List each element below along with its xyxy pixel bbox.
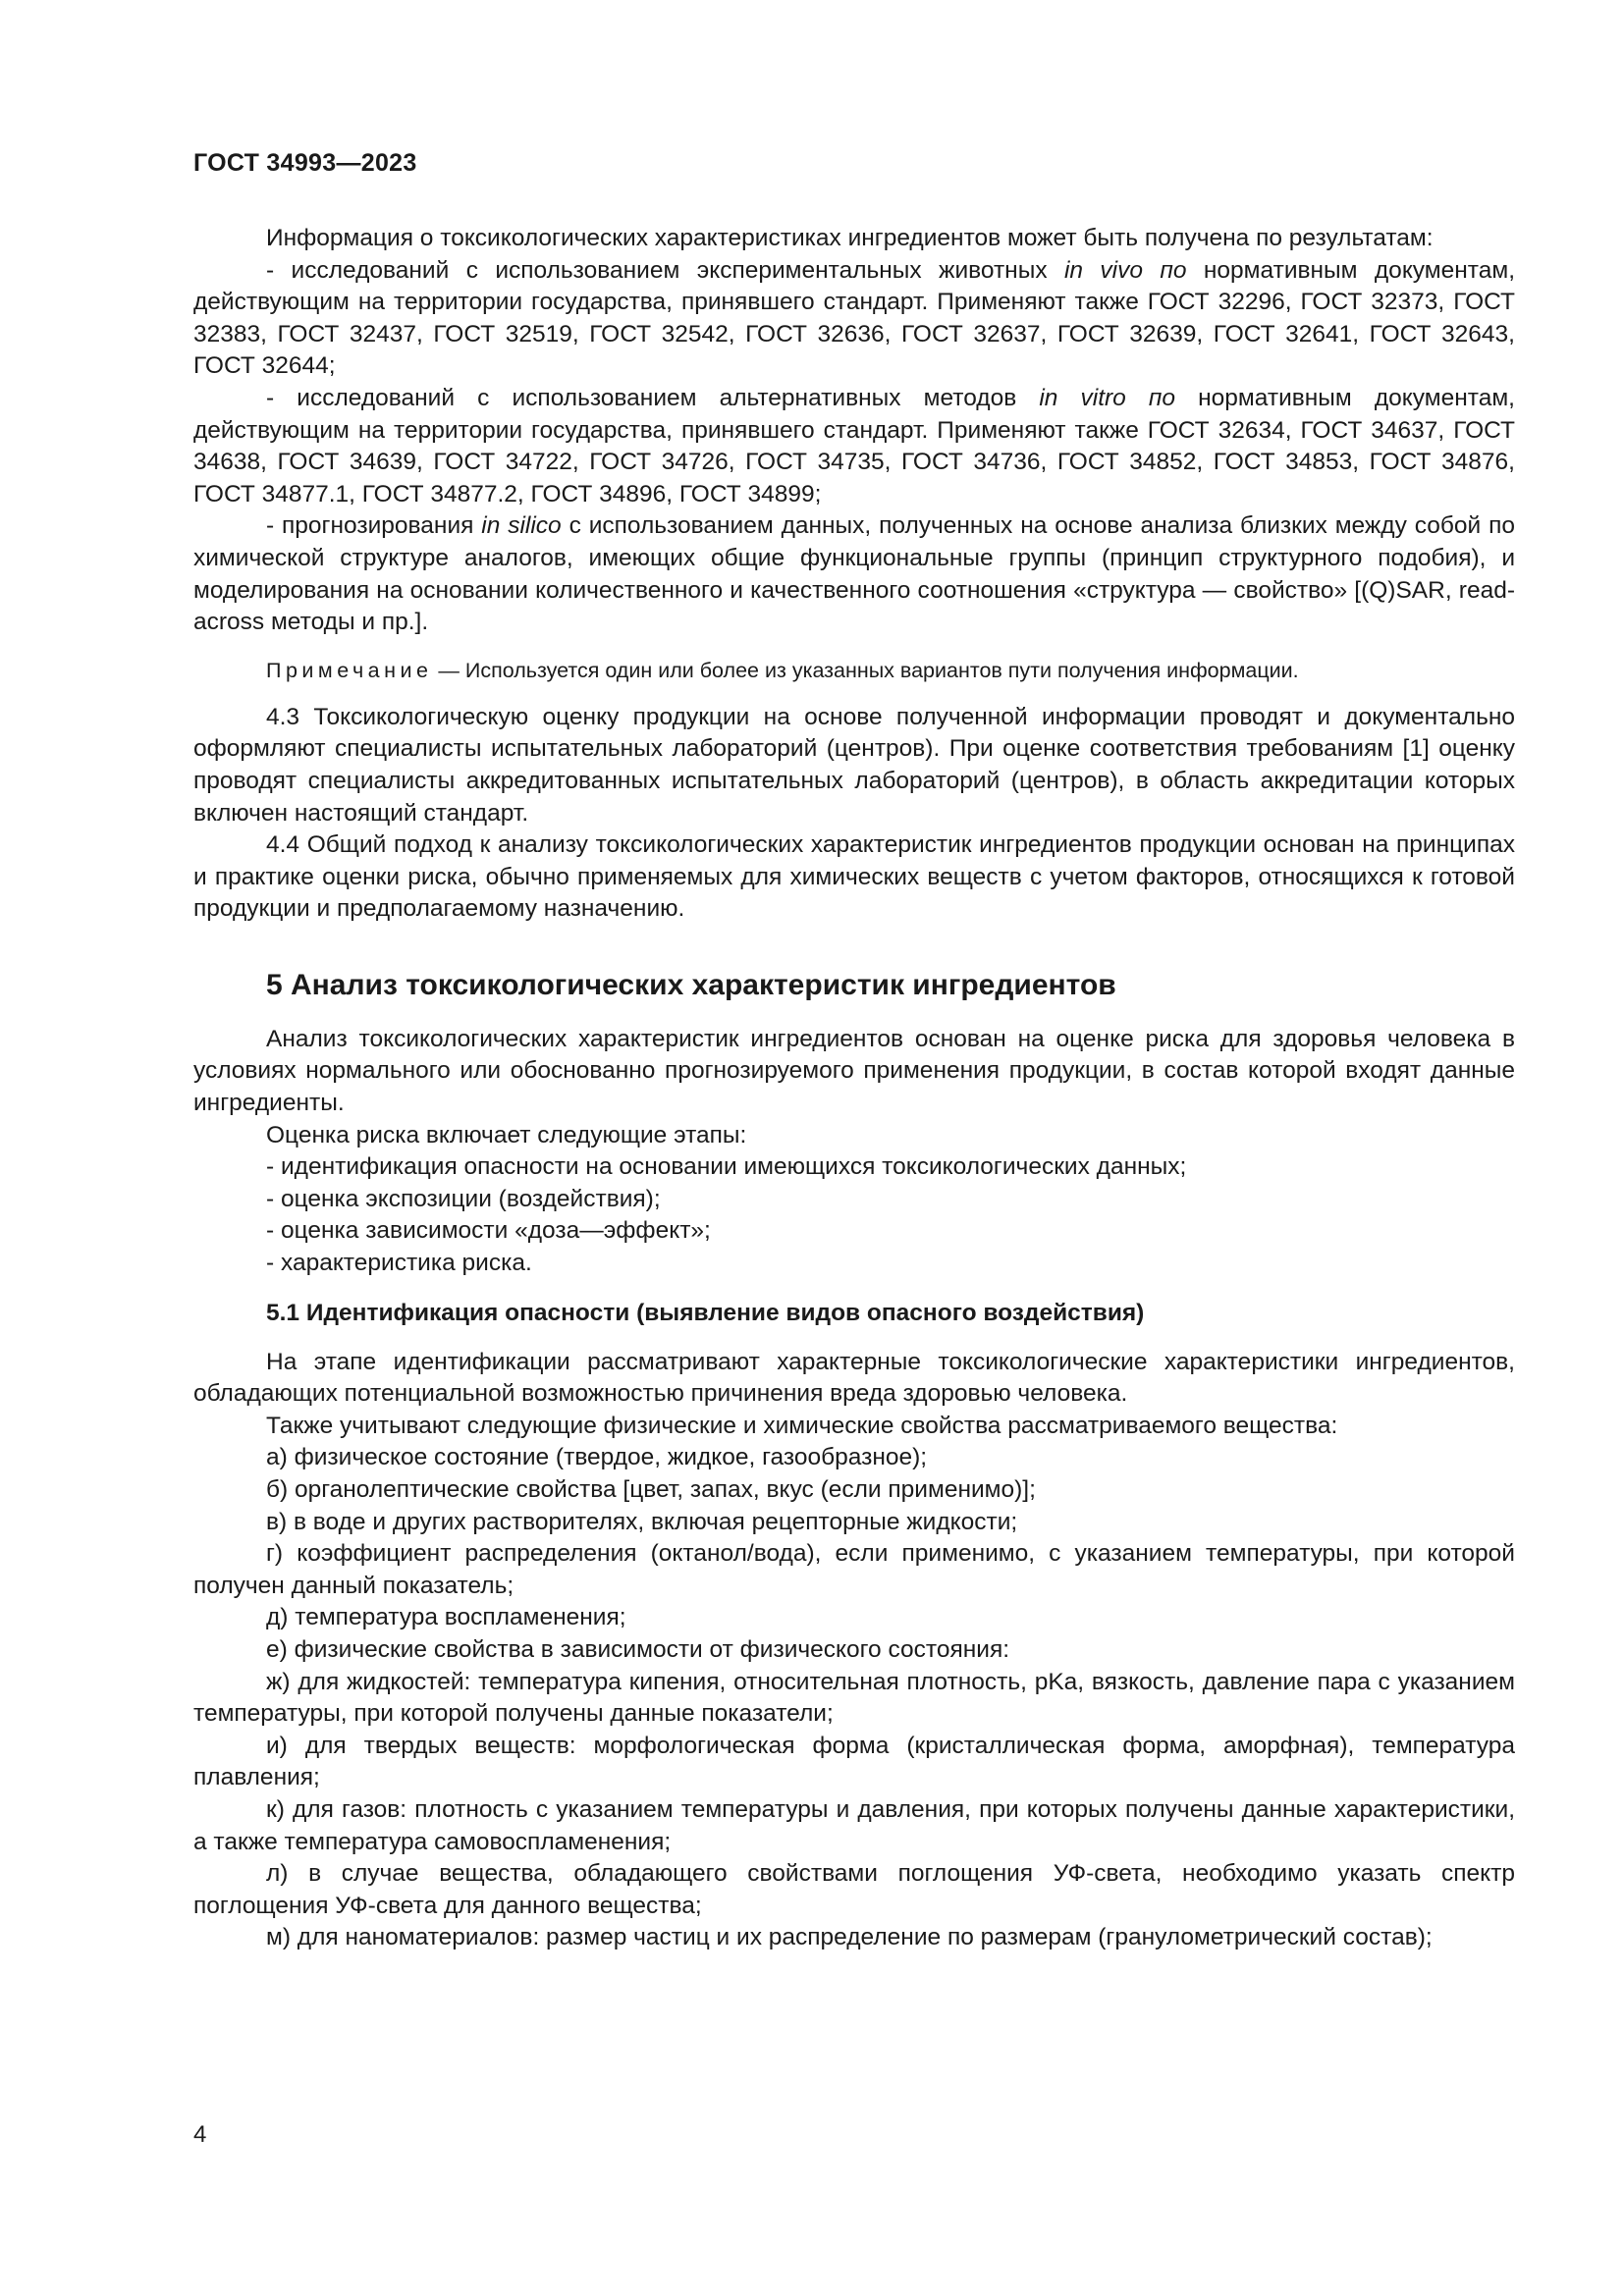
note: [193, 656, 1515, 685]
item-text-pre: - прогнозирования: [266, 512, 482, 540]
paragraph-4-4: 4.4 Общий подход к анализу токсикологических характеристик ингредиентов продукции основан на принципах и практике оценки риска, обычно применяемых для химических веществ с учетом факторов, относящихся к готовой продукции и предполагаемому назначению.: [193, 831, 1515, 923]
item-text-post: нормативным документам, действующим на территории государства, принявшего стандарт. Применяют также ГОСТ 32296, ГОСТ 32373, ГОСТ 32383, ГОСТ 32437, ГОСТ 32519, ГОСТ 32542, ГОСТ 32636, ГОСТ 32637, ГОСТ 32639, ГОСТ 32641, ГОСТ 32643, ГОСТ 32644;: [193, 256, 1516, 380]
intro-item-in-vitro: [193, 383, 1515, 510]
property-item: к) для газов: плотность с указанием температуры и давления, при которых получены данные характеристики, а также температура самовоспламенения;: [193, 1795, 1515, 1855]
property-item: е) физические свойства в зависимости от физического состояния:: [266, 1635, 1010, 1663]
page-number: 4: [193, 2121, 207, 2148]
paragraph-4-3: 4.3 Токсикологическую оценку продукции на основе полученной информации проводят и документально оформляют специалисты испытательных лабораторий (центров). При оценке соответствия требованиям [1] оценку проводят специалисты аккредитованных испытательных лабораторий (центров), в область аккредитации которых включен настоящий стандарт.: [193, 703, 1515, 827]
intro-item-in-silico: [193, 510, 1515, 638]
stage-item: - оценка экспозиции (воздействия);: [266, 1185, 661, 1212]
property-item: г) коэффициент распределения (октанол/вода), если применимо, с указанием температуры, при которой получен данный показатель;: [193, 1540, 1515, 1599]
property-item: а) физическое состояние (твердое, жидкое, газообразное);: [266, 1444, 928, 1471]
item-text-pre: - исследований с использованием альтернативных методов: [266, 384, 1040, 411]
note-label: Примечание: [266, 658, 433, 682]
property-item: в) в воде и других растворителях, включая рецепторные жидкости;: [266, 1508, 1018, 1535]
item-text-italic: in vivo по: [1063, 256, 1187, 284]
stage-item: - оценка зависимости «доза—эффект»;: [266, 1217, 711, 1245]
property-item: л) в случае вещества, обладающего свойствами поглощения УФ-света, необходимо указать спектр поглощения УФ-света для данного вещества;: [193, 1860, 1515, 1919]
section-5-stages-intro: Оценка риска включает следующие этапы:: [266, 1121, 747, 1148]
document-header: ГОСТ 34993—2023: [193, 149, 417, 177]
item-text-post: с использованием данных, полученных на основе анализа близких между собой по химической структуре аналогов, имеющих общие функциональные группы (принцип структурного подобия), и моделирования на основании количественного и качественного соотношения «структура — свойство» [(Q)SAR, read-across методы и пр.].: [193, 512, 1515, 636]
stage-item: - идентификация опасности на основании имеющихся токсикологических данных;: [266, 1153, 1187, 1181]
property-item: и) для твердых веществ: морфологическая форма (кристаллическая форма, аморфная), температура плавления;: [193, 1732, 1515, 1791]
stage-item: - характеристика риска.: [266, 1250, 532, 1277]
section-5-title: 5 Анализ токсикологических характеристик ингредиентов: [266, 968, 1116, 1001]
intro-paragraph: Информация о токсикологических характеристиках ингредиентов может быть получена по результатам:: [266, 225, 1434, 251]
section-5-paragraph: Анализ токсикологических характеристик ингредиентов основан на оценке риска для здоровья человека в условиях нормального или обоснованно прогнозируемого применения продукции, в состав которой входят данные ингредиенты.: [193, 1025, 1515, 1117]
property-item: ж) для жидкостей: температура кипения, относительная плотность, pKa, вязкость, давление пара с указанием температуры, при которой получены данные показатели;: [193, 1668, 1515, 1728]
page-content: [193, 223, 1515, 1954]
item-text-post: нормативным документам, действующим на территории государства, принявшего стандарт. Применяют также ГОСТ 32634, ГОСТ 34637, ГОСТ 34638, ГОСТ 34639, ГОСТ 34722, ГОСТ 34726, ГОСТ 34735, ГОСТ 34736, ГОСТ 34852, ГОСТ 34853, ГОСТ 34876, ГОСТ 34877.1, ГОСТ 34877.2, ГОСТ 34896, ГОСТ 34899;: [193, 384, 1515, 507]
note-text: — Используется один или более из указанных вариантов пути получения информации.: [432, 658, 1299, 682]
property-item: м) для наноматериалов: размер частиц и их распределение по размерам (гранулометрический состав);: [266, 1924, 1433, 1951]
section-5-1-properties-intro: Также учитывают следующие физические и химические свойства рассматриваемого вещества:: [266, 1412, 1338, 1439]
item-text-italic: in silico: [481, 512, 562, 540]
intro-item-in-vivo: [193, 255, 1515, 383]
item-text-italic: in vitro по: [1039, 384, 1176, 411]
property-item: б) органолептические свойства [цвет, запах, вкус (если применимо)];: [266, 1476, 1036, 1503]
item-text-pre: - исследований с использованием экспериментальных животных: [266, 256, 1064, 284]
section-5-1-paragraph: На этапе идентификации рассматривают характерные токсикологические характеристики ингредиентов, обладающих потенциальной возможностью причинения вреда здоровью человека.: [193, 1348, 1515, 1408]
section-5-1-title: 5.1 Идентификация опасности (выявление видов опасного воздействия): [266, 1299, 1145, 1326]
property-item: д) температура воспламенения;: [266, 1604, 626, 1631]
